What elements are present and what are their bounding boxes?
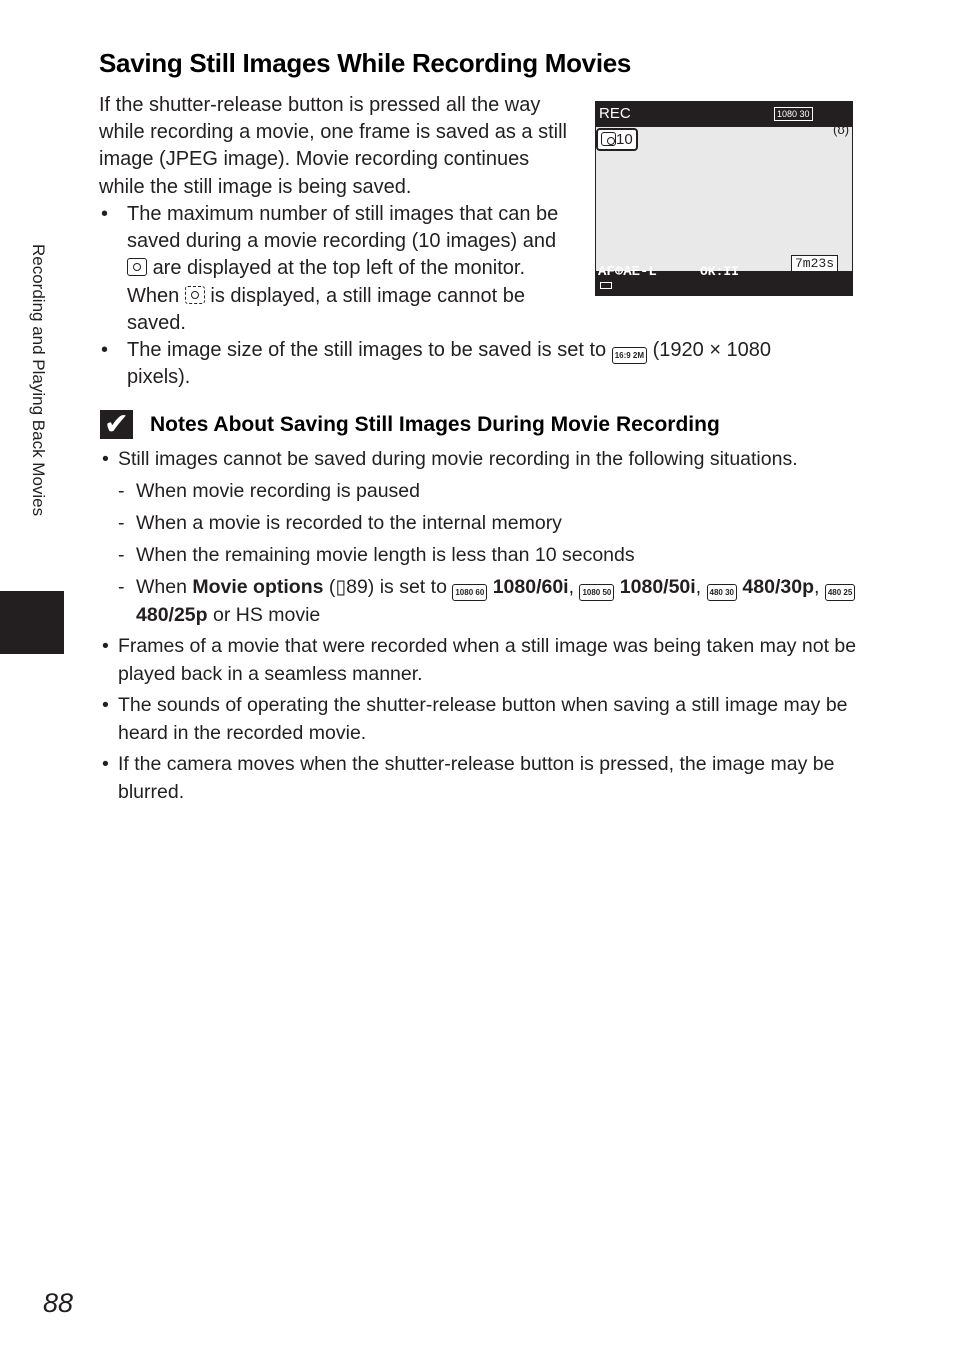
bullet-list-1 — [99, 201, 569, 337]
battery-icon — [600, 282, 612, 289]
list-item — [99, 201, 569, 337]
movie-1080-60-icon: 1080 60 — [452, 584, 487, 601]
monitor-top-bar — [596, 102, 852, 127]
note-text: Frames of a movie that were recorded when a still image was being taken may not be played back in a seamless manner. — [118, 635, 857, 685]
bullet-icon: • — [101, 339, 109, 361]
camera-icon — [601, 132, 616, 146]
remaining-time: 7m23s — [791, 255, 838, 272]
bullet-icon: • — [102, 753, 109, 775]
list-item — [100, 692, 860, 747]
rec-indicator: REC — [599, 105, 631, 122]
monitor-illustration — [595, 101, 853, 296]
movie-options-link: Movie options — [192, 576, 324, 598]
bullet-icon: • — [102, 448, 109, 470]
bullet-text: is displayed, a still image cannot be saved. — [127, 284, 525, 334]
sub-list-item: - When movie recording is paused — [118, 480, 420, 502]
sub-list-item: - When Movie options (▯89) is set to 1080 60 1080/60i, 1080 50 1080/50i, 480 30 480/30p, 480 25 480/25p or HS movie — [118, 574, 860, 629]
chapter-tab-marker — [0, 591, 64, 654]
notes-title: Notes About Saving Still Images During Movie Recording — [150, 413, 720, 436]
section-title: Saving Still Images While Recording Movies — [99, 48, 632, 78]
bullet-icon: • — [102, 694, 109, 716]
note-text: The sounds of operating the shutter-release button when saving a still image may be heard in the recorded movie. — [118, 694, 848, 744]
image-size-icon: 16:9 2M — [612, 347, 647, 364]
list-item — [100, 633, 860, 688]
camera-disabled-icon — [185, 286, 205, 304]
bullet-text: The image size of the still images to be saved is set to — [127, 339, 607, 361]
note-text: If the camera moves when the shutter-release button is pressed, the image may be blurred. — [118, 753, 835, 803]
list-item — [100, 446, 860, 629]
vibration-reduction-icon: (ʊ) — [833, 122, 850, 137]
ok-pause-indicator: OK:II — [700, 264, 740, 279]
notes-list — [100, 446, 860, 810]
movie-1080-50-icon: 1080 50 — [579, 584, 614, 601]
check-mark-icon: ✔ — [100, 410, 133, 439]
movie-480-30-icon: 480 30 — [707, 584, 737, 601]
camera-icon — [127, 258, 147, 276]
sub-list-item: - When a movie is recorded to the internal memory — [118, 512, 562, 534]
bullet-text: The maximum number of still images that can be saved during a movie recording (10 images) and — [127, 203, 559, 253]
still-image-counter — [596, 128, 638, 151]
counter-value: 10 — [616, 131, 633, 148]
bullet-text: (1920 × 1080 pixels). — [127, 339, 772, 389]
movie-mode-icon: 1080 30 — [774, 107, 813, 121]
af-ae-lock-indicator: AF⊕AE-L — [598, 264, 657, 280]
page-number: 88 — [43, 1288, 74, 1318]
bullet-icon: • — [101, 203, 109, 225]
bullet-icon: • — [102, 635, 109, 657]
sub-list — [118, 478, 860, 629]
chapter-side-label: Recording and Playing Back Movies — [29, 244, 48, 517]
list-item — [100, 751, 860, 806]
bullet-list-2 — [99, 337, 819, 391]
movie-480-25-icon: 480 25 — [825, 584, 855, 601]
intro-paragraph: If the shutter-release button is pressed all the way while recording a movie, one frame is saved as a still image (JPEG image). Movie recording continues while the still image is being saved. — [99, 94, 567, 198]
note-text: Still images cannot be saved during movie recording in the following situations. — [118, 448, 798, 470]
sub-list-item: - When the remaining movie length is less than 10 seconds — [118, 544, 635, 566]
bullet-text: are displayed at the top left of the monitor. When — [127, 257, 526, 307]
list-item — [99, 337, 819, 391]
